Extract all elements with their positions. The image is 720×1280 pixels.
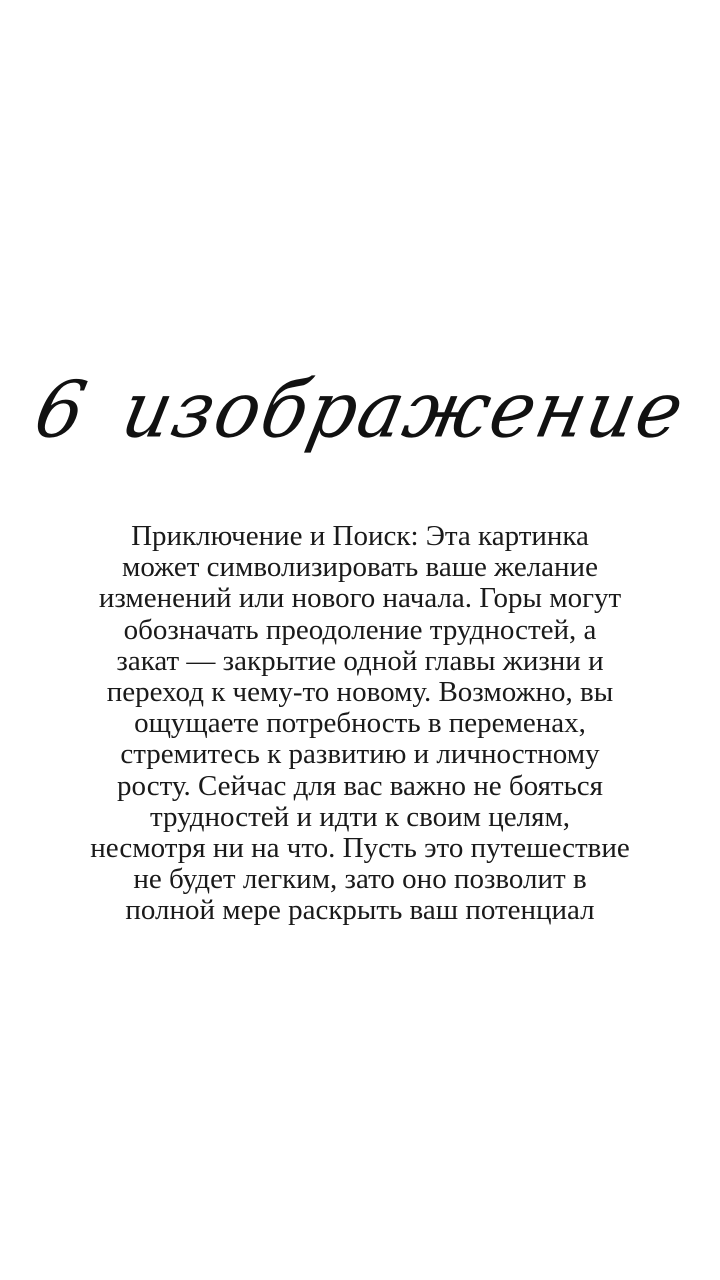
heading-number: 6 [27,364,96,456]
page-heading [0,355,720,485]
heading-word: изображение [114,364,693,456]
description-paragraph: Приключение и Поиск: Эта картинка может символизировать ваше желание изменений или нового начала. Горы могут обозначать преодоление трудностей, а закат — закрытие одной главы жизни и переход к чему-то новому. Возможно, вы ощущаете потребность в переменах, стремитесь к развитию и личностному росту. Сейчас для вас важно не бояться трудностей и идти к своим целям, несмотря ни на что. Пусть это путешествие не будет легким, зато оно позволит в полной мере раскрыть ваш потенциал [90,520,630,927]
heading-script-title [25,352,696,468]
